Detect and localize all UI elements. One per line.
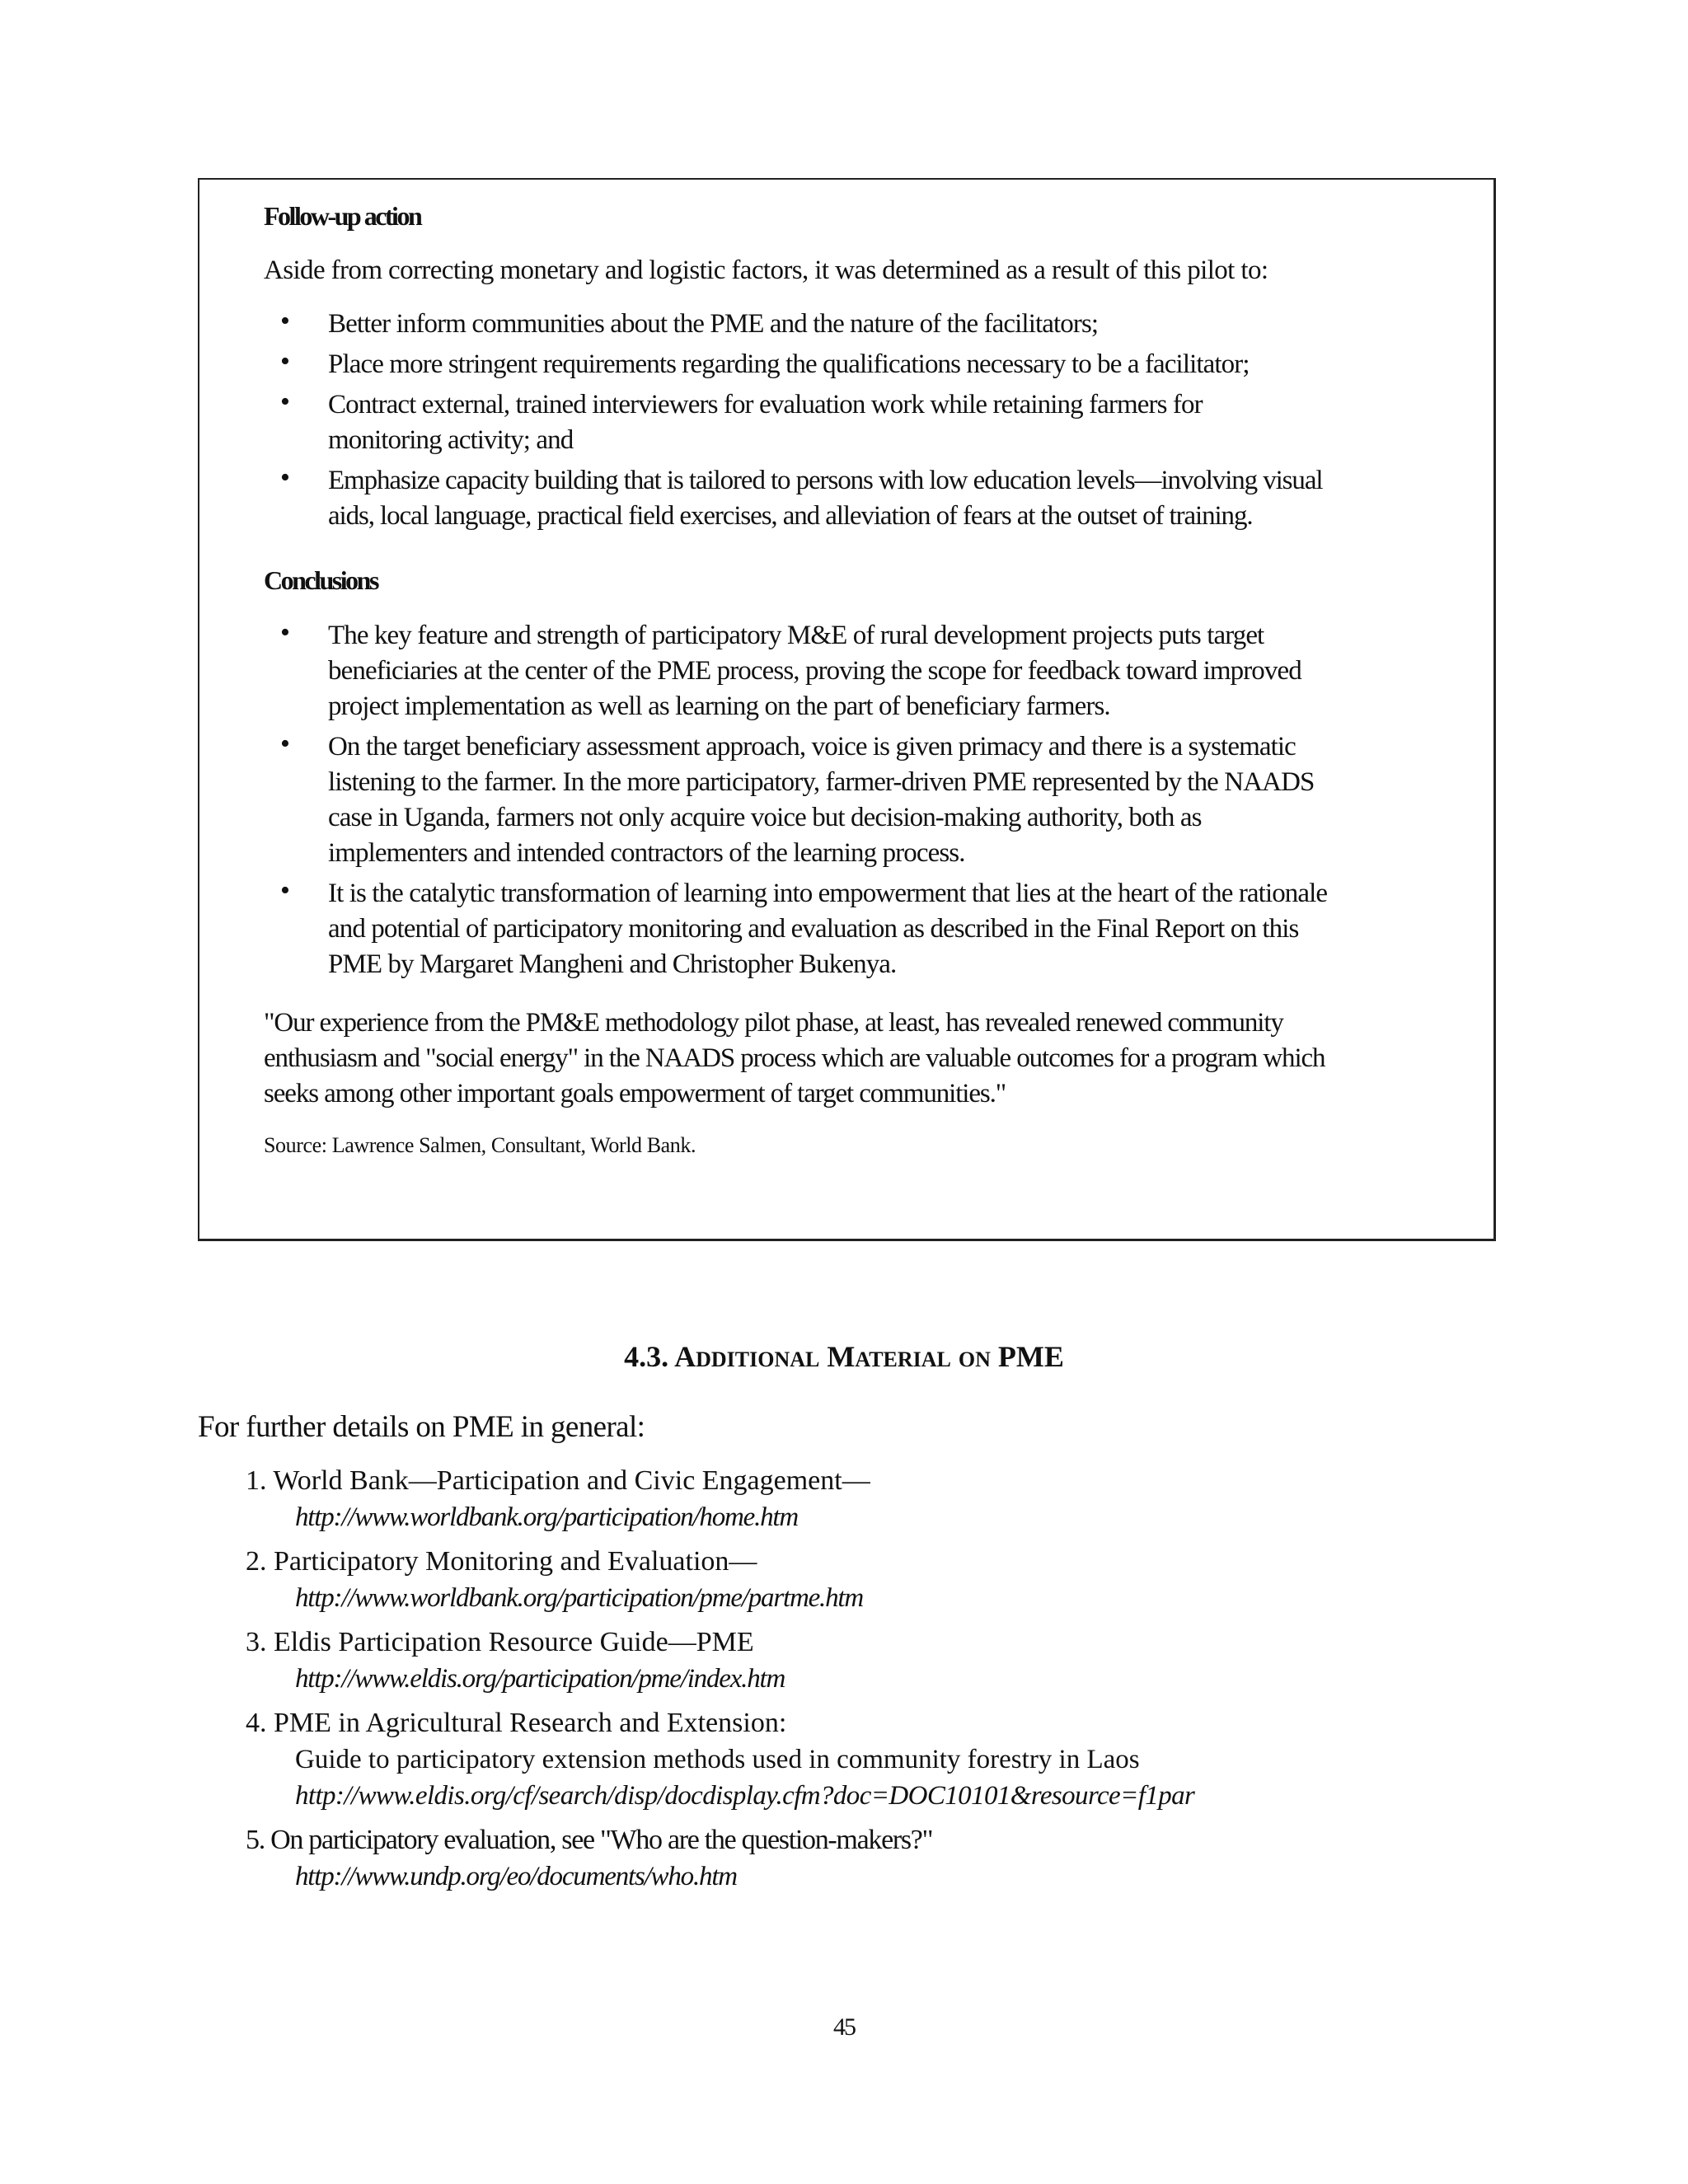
- pilot-quote: "Our experience from the PM&E methodology pilot phase, at least, has revealed renewed community enthusiasm and "social energy" in the NAADS process which are valuable outcomes for a program which seeks among other important goals empowerment of target communities.": [264, 1008, 1325, 1108]
- followup-item: [264, 307, 1317, 342]
- reference-url[interactable]: http://www.worldbank.org/participation/home.htm: [295, 1502, 799, 1532]
- reference-item: [246, 1624, 1564, 1697]
- followup-item: [264, 387, 1292, 458]
- bullet-icon: •: [280, 729, 290, 759]
- reference-item: [246, 1822, 1564, 1895]
- followup-item-text: Better inform communities about the PME and the nature of the facilitators;: [328, 309, 1099, 339]
- case-study-box-content: [264, 203, 1451, 1158]
- reference-list: [246, 1463, 1564, 1903]
- reference-title: 1. World Bank—Participation and Civic Engagement—: [246, 1465, 870, 1496]
- conclusions-list: [264, 618, 1451, 982]
- box-source: Source: Lawrence Salmen, Consultant, World Bank.: [264, 1133, 696, 1157]
- reference-title: 4. PME in Agricultural Research and Extension:: [246, 1708, 787, 1738]
- followup-item: [264, 463, 1342, 534]
- followup-heading: Follow-up action: [264, 201, 421, 231]
- page-number: 45: [833, 2013, 855, 2041]
- bullet-icon: •: [280, 875, 290, 906]
- bullet-icon: •: [280, 462, 289, 493]
- conclusion-item-text: On the target beneficiary assessment approach, voice is given primacy and there is a systematic listening to the farmer. In the more participatory, farmer-driven PME represented by the NAADS case in Uganda, farmers not only acquire voice but decision-making authority, both as implementers and intended contractors of the learning process.: [328, 732, 1315, 868]
- conclusion-item: [264, 876, 1338, 982]
- conclusion-item-text: It is the catalytic transformation of learning into empowerment that lies at the heart of the rationale and potential of participatory monitoring and evaluation as described in the Final Report on this PME by Margaret Mangheni and Christopher Bukenya.: [328, 879, 1328, 979]
- bullet-icon: •: [280, 617, 290, 648]
- reference-title: 2. Participatory Monitoring and Evaluation—: [246, 1546, 757, 1577]
- bullet-icon: •: [280, 346, 290, 377]
- followup-item-text: Emphasize capacity building that is tailored to persons with low education levels—involving visual aids, local language, practical field exercises, and alleviation of fears at the outset of training.: [328, 466, 1323, 531]
- case-study-box: [198, 178, 1496, 1241]
- reference-item: [246, 1463, 1564, 1535]
- followup-list: [264, 307, 1451, 534]
- reference-subtitle: Guide to participatory extension methods used in community forestry in Laos: [295, 1745, 1140, 1774]
- bullet-icon: •: [280, 387, 290, 417]
- reference-item: [246, 1705, 1564, 1814]
- reference-title: 5. On participatory evaluation, see "Who are the question-makers?": [246, 1825, 933, 1855]
- section-number: 4.3.: [624, 1340, 669, 1373]
- reference-item: [246, 1544, 1564, 1616]
- section-title: 4.3. ADDITIONAL MATERIAL ON PME: [624, 1340, 1064, 1373]
- followup-item-text: Contract external, trained interviewers for evaluation work while retaining farmers for monitoring activity; and: [328, 390, 1203, 455]
- followup-item-text: Place more stringent requirements regarding the qualifications necessary to be a facilitator;: [328, 349, 1250, 379]
- reference-url[interactable]: http://www.eldis.org/participation/pme/index.htm: [295, 1664, 785, 1694]
- conclusion-item: [264, 729, 1325, 871]
- reference-title: 3. Eldis Participation Resource Guide—PME: [246, 1627, 754, 1657]
- bullet-icon: •: [280, 306, 290, 336]
- conclusions-heading: Conclusions: [264, 565, 377, 595]
- further-details-intro: For further details on PME in general:: [198, 1410, 645, 1444]
- followup-item: [264, 347, 1317, 382]
- followup-intro: Aside from correcting monetary and logistic factors, it was determined as a result of this pilot to:: [264, 255, 1268, 285]
- reference-url[interactable]: http://www.eldis.org/cf/search/disp/docdisplay.cfm?doc=DOC10101&resource=f1par: [295, 1781, 1195, 1811]
- conclusion-item: [264, 618, 1329, 724]
- conclusion-item-text: The key feature and strength of participatory M&E of rural development projects puts target beneficiaries at the center of the PME process, proving the scope for feedback toward improved project implementation as well as learning on the part of beneficiary farmers.: [328, 621, 1301, 721]
- reference-url[interactable]: http://www.worldbank.org/participation/pme/partme.htm: [295, 1583, 863, 1613]
- reference-url[interactable]: http://www.undp.org/eo/documents/who.htm: [295, 1862, 737, 1891]
